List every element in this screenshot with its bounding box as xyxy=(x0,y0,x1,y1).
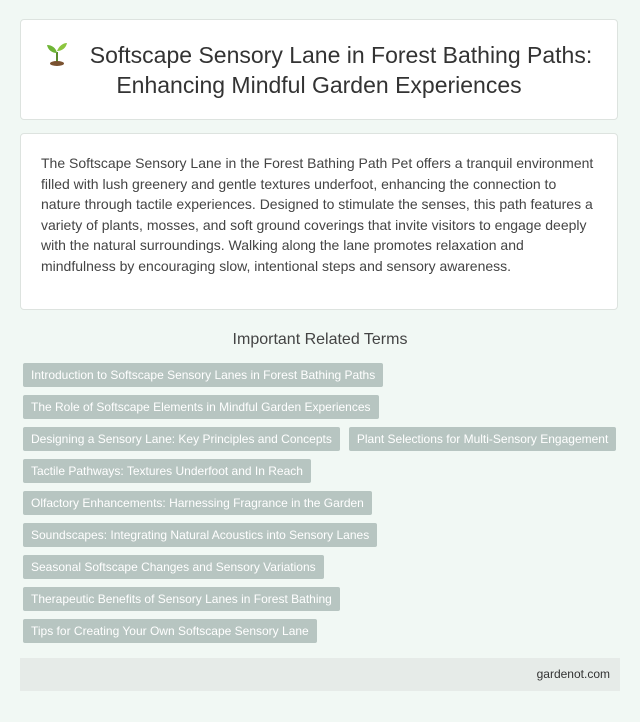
description-card xyxy=(20,133,618,310)
page-title-text: Softscape Sensory Lane in Forest Bathing Paths: Enhancing Mindful Garden Experiences xyxy=(89,41,593,98)
related-terms-list xyxy=(23,363,623,643)
related-terms-heading: Important Related Terms xyxy=(232,331,408,348)
related-term[interactable]: Tactile Pathways: Textures Underfoot and In Reach xyxy=(23,459,311,483)
related-term[interactable]: Designing a Sensory Lane: Key Principles and Concepts xyxy=(23,427,340,451)
related-term[interactable]: Introduction to Softscape Sensory Lanes in Forest Bathing Paths xyxy=(23,363,383,387)
related-term[interactable]: Plant Selections for Multi-Sensory Engagement xyxy=(349,427,616,451)
related-term[interactable]: Tips for Creating Your Own Softscape Sensory Lane xyxy=(23,619,317,643)
related-term[interactable]: The Role of Softscape Elements in Mindful Garden Experiences xyxy=(23,395,379,419)
sprout-icon xyxy=(46,40,68,66)
related-term[interactable]: Olfactory Enhancements: Harnessing Fragrance in the Garden xyxy=(23,491,372,515)
related-term[interactable]: Soundscapes: Integrating Natural Acoustics into Sensory Lanes xyxy=(23,523,377,547)
title-card xyxy=(20,19,618,120)
footer xyxy=(20,658,620,691)
page-title xyxy=(41,40,597,100)
related-term[interactable]: Seasonal Softscape Changes and Sensory Variations xyxy=(23,555,324,579)
related-term[interactable]: Therapeutic Benefits of Sensory Lanes in Forest Bathing xyxy=(23,587,340,611)
description-text: The Softscape Sensory Lane in the Forest Bathing Path Pet offers a tranquil environment filled with lush greenery and gentle textures underfoot, enhancing the connection to nature through tactile experiences. Designed to stimulate the senses, this path features a variety of plants, mosses, and soft ground coverings that invite visitors to engage deeply with the natural surroundings. Walking along the lane promotes relaxation and mindfulness by encouraging slow, intentional steps and sensory awareness. xyxy=(41,155,594,274)
footer-site-link[interactable]: gardenot.com xyxy=(536,667,610,681)
